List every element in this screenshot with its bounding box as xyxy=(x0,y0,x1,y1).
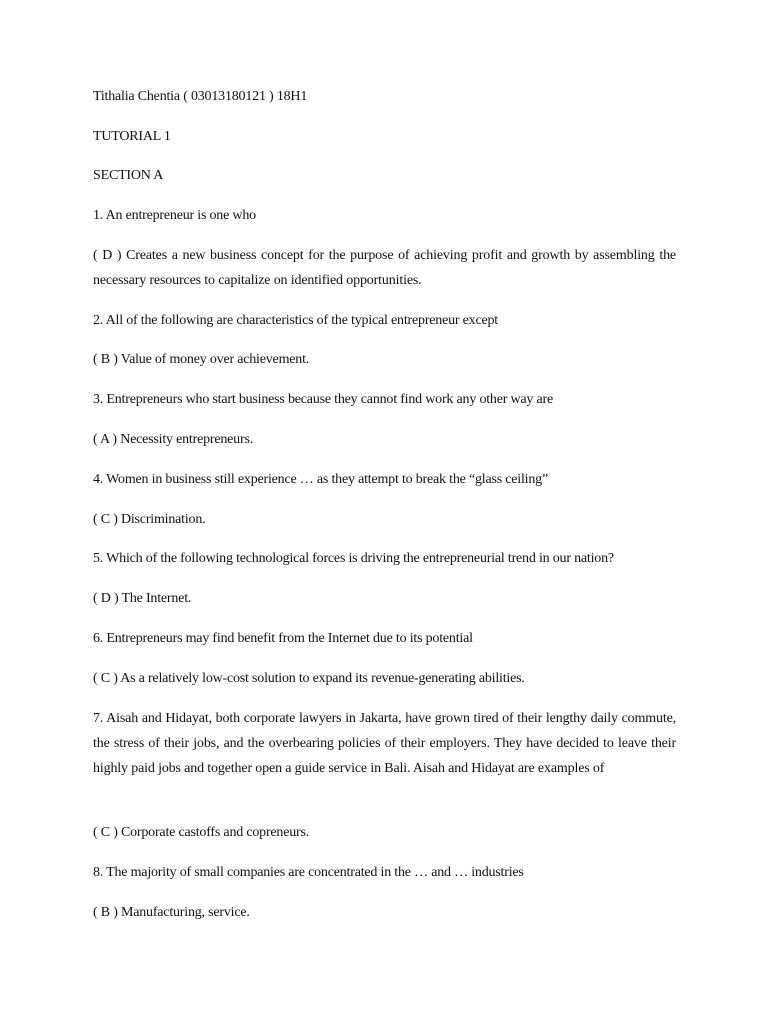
answer-8: ( B ) Manufacturing, service. xyxy=(93,905,250,920)
section-title: SECTION A xyxy=(93,168,164,183)
tutorial-title: TUTORIAL 1 xyxy=(93,129,171,144)
answer-7: ( C ) Corporate castoffs and copreneurs. xyxy=(93,825,310,840)
answer-1: ( D ) Creates a new business concept for the purpose of achieving profit and growth by assembling the necessary resources to capitalize on identified opportunities. xyxy=(93,248,676,288)
answer-2: ( B ) Value of money over achievement. xyxy=(93,352,310,367)
question-4: 4. Women in business still experience … as they attempt to break the “glass ceiling” xyxy=(93,472,548,487)
answer-4: ( C ) Discrimination. xyxy=(93,512,206,527)
question-7: 7. Aisah and Hidayat, both corporate lawyers in Jakarta, have grown tired of their lengthy daily commute, the stress of their jobs, and the overbearing policies of their employers. They have decided to leave their highly paid jobs and together open a guide service in Bali. Aisah and Hidayat are examples of xyxy=(93,711,676,776)
question-8: 8. The majority of small companies are concentrated in the … and … industries xyxy=(93,865,524,880)
answer-5: ( D ) The Internet. xyxy=(93,591,192,606)
answer-6: ( C ) As a relatively low-cost solution to expand its revenue-generating abilities. xyxy=(93,671,525,686)
question-2: 2. All of the following are characteristics of the typical entrepreneur except xyxy=(93,313,499,328)
question-3: 3. Entrepreneurs who start business because they cannot find work any other way are xyxy=(93,392,554,407)
question-1: 1. An entrepreneur is one who xyxy=(93,208,256,223)
student-header: Tithalia Chentia ( 03013180121 ) 18H1 xyxy=(93,89,308,104)
question-6: 6. Entrepreneurs may find benefit from the Internet due to its potential xyxy=(93,631,473,646)
question-5: 5. Which of the following technological forces is driving the entrepreneurial trend in our nation? xyxy=(93,551,614,566)
answer-3: ( A ) Necessity entrepreneurs. xyxy=(93,432,253,447)
